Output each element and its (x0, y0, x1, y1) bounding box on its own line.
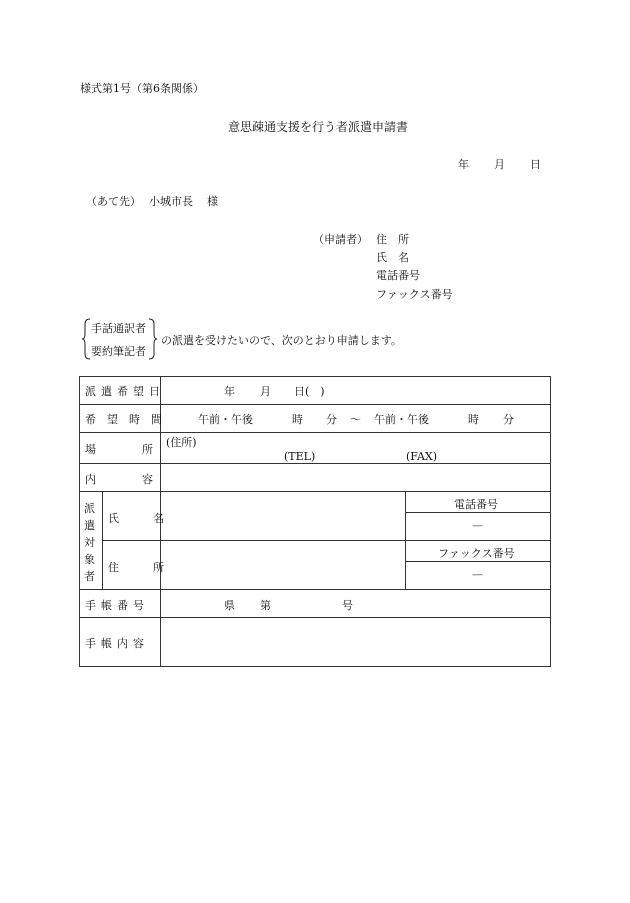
applicant-name-field: 氏 名 (376, 251, 409, 264)
addressee-prefix: （あて先） (86, 195, 141, 208)
notebook-number-label: 手帳番号 (85, 599, 149, 612)
time-range-tilde: ～ (350, 413, 361, 426)
table-border-bottom (79, 666, 551, 667)
target-fax-header: ファックス番号 (438, 547, 515, 560)
notebook-dai-label: 第 (260, 599, 271, 612)
target-phone-value: — (472, 519, 483, 532)
applicant-fax-field: ファックス番号 (376, 288, 453, 301)
notebook-pref-label: 県 (224, 599, 235, 612)
table-border-right (550, 376, 551, 667)
fax-header-divider (405, 561, 551, 562)
addressee-honorific: 様 (207, 195, 218, 208)
notebook-content-label: 手帳内容 (85, 637, 149, 650)
request-text: の派遣を受けたいので、次のとおり申請します。 (161, 334, 402, 347)
date-row-month: 月 (260, 385, 271, 398)
table-border-left (79, 376, 80, 667)
target-phone-header: 電話番号 (454, 498, 498, 511)
target-char: 遣 (84, 519, 95, 532)
contact-column-divider (405, 491, 406, 589)
date-year-label: 年 (458, 158, 469, 171)
time-start-minute: 分 (326, 413, 337, 426)
form-number: 様式第1号（第6条関係） (80, 82, 204, 95)
right-brace-icon (147, 318, 157, 360)
applicant-label: （申請者） (313, 233, 368, 246)
target-char: 象 (84, 553, 95, 566)
row-divider (79, 404, 551, 405)
date-month-label: 月 (494, 158, 505, 171)
time-row-label: 希望時間 (85, 413, 173, 426)
row-divider (79, 463, 551, 464)
option-sign-interpreter: 手話通訳者 (91, 322, 146, 335)
row-divider (79, 589, 551, 590)
row-divider (79, 432, 551, 433)
place-tel-label: (TEL) (284, 450, 316, 463)
addressee-name: 小城市長 (149, 195, 193, 208)
date-row-day: 日( ) (294, 385, 325, 398)
applicant-address-field: 住 所 (376, 233, 409, 246)
place-address-label: (住所) (166, 436, 197, 449)
date-day-label: 日 (530, 158, 541, 171)
target-name-label: 氏 名 (108, 512, 168, 525)
target-char: 派 (84, 502, 95, 515)
time-end-minute: 分 (503, 413, 514, 426)
target-char: 対 (84, 536, 95, 549)
time-end-ampm: 午前・午後 (374, 413, 429, 426)
row-divider (79, 491, 551, 492)
place-row-label: 場 所 (85, 443, 161, 456)
time-start-hour: 時 (292, 413, 303, 426)
table-border-top (79, 376, 551, 377)
target-fax-value: — (472, 568, 483, 581)
option-summary-writer: 要約筆記者 (91, 345, 146, 358)
phone-header-divider (405, 512, 551, 513)
applicant-phone-field: 電話番号 (376, 269, 420, 282)
form-title: 意思疎通支援を行う者派遣申請書 (228, 120, 409, 134)
date-row-year: 年 (224, 385, 235, 398)
time-end-hour: 時 (468, 413, 479, 426)
notebook-gou-label: 号 (342, 599, 353, 612)
target-address-label: 住 所 (108, 561, 168, 574)
target-char: 者 (84, 570, 95, 583)
content-row-label: 内 容 (85, 473, 161, 486)
row-divider (79, 617, 551, 618)
time-start-ampm: 午前・午後 (198, 413, 253, 426)
row-divider (102, 540, 551, 541)
target-column-divider (102, 491, 103, 589)
date-row-label: 派遣希望日 (85, 385, 165, 398)
place-fax-label: (FAX) (406, 450, 438, 463)
